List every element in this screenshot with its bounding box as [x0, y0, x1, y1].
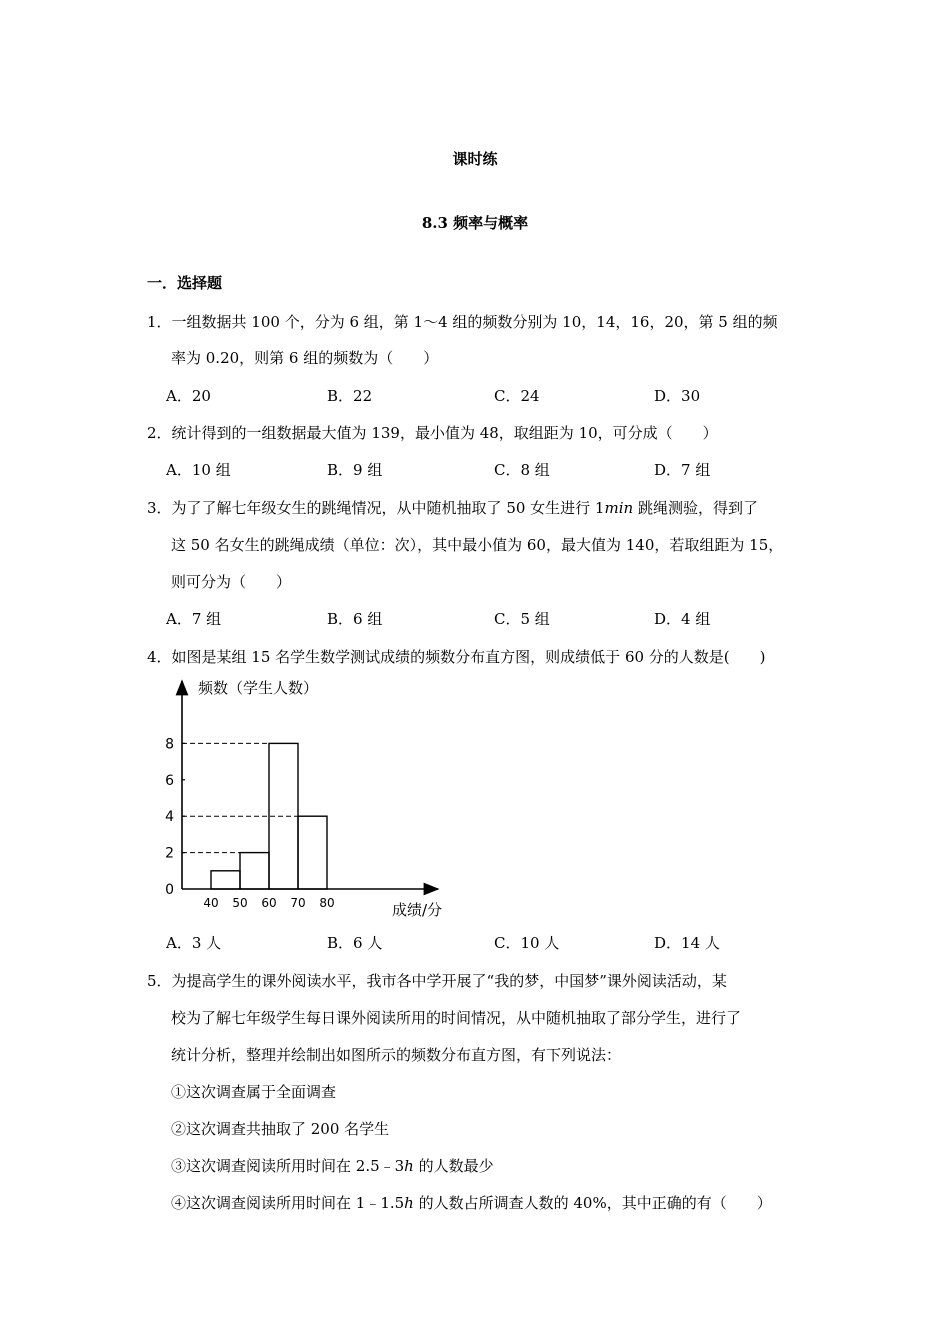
histogram-bar: [211, 871, 240, 889]
q3-line2: 这 50 名女生的跳绳成绩（单位：次），其中最小值为 60，最大值为 140，若取组距为 15，: [171, 536, 784, 554]
q3-option-a: A．7 组: [166, 610, 222, 628]
q3-unit: min: [604, 499, 634, 517]
y-tick-label: 4: [165, 809, 174, 826]
q2-option-d: D．7 组: [654, 461, 711, 479]
q3-line1: [147, 497, 758, 518]
q1-line2: 率为 0.20，则第 6 组的频数为（ ）: [171, 349, 439, 367]
y-tick-label: 2: [165, 845, 174, 862]
q3-option-b: B．6 组: [327, 610, 383, 628]
q5-s3-unit: h: [404, 1157, 414, 1175]
q1-option-d: D．30: [654, 387, 701, 405]
x-tick-label: 70: [290, 896, 306, 910]
q5-s4-a: ④这次调查阅读所用时间在 1﹣1.5: [171, 1194, 405, 1212]
y-axis-label: 频数（学生人数）: [198, 679, 319, 697]
q2-option-c: C．8 组: [494, 461, 550, 479]
section-heading: 一．选择题: [147, 274, 223, 292]
histogram-bar: [240, 853, 269, 889]
y-tick-label: 0: [165, 882, 174, 898]
q4-option-d: D．14 人: [654, 934, 720, 952]
q2-option-b: B．9 组: [327, 461, 383, 479]
q1-line1: 1．一组数据共 100 个，分为 6 组，第 1～4 组的频数分别为 10，14，16，20，第 5 组的频: [147, 313, 778, 331]
y-tick-label: 6: [165, 772, 174, 789]
q2-option-a: A．10 组: [166, 461, 231, 479]
histogram-chart: [160, 675, 460, 925]
histogram-bar: [298, 816, 327, 889]
q3-option-c: C．5 组: [494, 610, 550, 628]
q4-option-b: B．6 人: [327, 934, 383, 952]
q5-statement-2: ②这次调查共抽取了 200 名学生: [171, 1120, 390, 1138]
q5-line1: 5．为提高学生的课外阅读水平，我市各中学开展了“我的梦，中国梦”课外阅读活动，某: [147, 972, 727, 990]
q3-line1-a: 3．为了了解七年级女生的跳绳情况，从中随机抽取了 50 女生进行 1: [147, 499, 605, 517]
q5-s3-a: ③这次调查阅读所用时间在 2.5﹣3: [171, 1157, 405, 1175]
x-tick-label: 60: [261, 896, 277, 910]
x-tick-label: 40: [203, 896, 219, 910]
y-tick-label: 8: [165, 736, 174, 753]
x-tick-label: 80: [319, 896, 335, 910]
x-axis-label: 成绩/分: [392, 901, 443, 919]
doc-title: 课时练: [452, 150, 498, 168]
q5-statement-3: [171, 1155, 494, 1176]
q5-s3-b: 的人数最少: [413, 1157, 494, 1175]
q5-line2: 校为了解七年级学生每日课外阅读所用的时间情况，从中随机抽取了部分学生，进行了: [171, 1009, 742, 1027]
q1-option-a: A．20: [166, 387, 211, 405]
q3-line3: 则可分为（ ）: [171, 573, 292, 591]
q1-option-c: C．24: [494, 387, 540, 405]
q4-option-a: A．3 人: [166, 934, 222, 952]
q5-statement-4: [171, 1192, 772, 1213]
q1-option-b: B．22: [327, 387, 373, 405]
q3-option-d: D．4 组: [654, 610, 711, 628]
q5-statement-1: ①这次调查属于全面调查: [171, 1083, 337, 1101]
q3-line1-b: 跳绳测验，得到了: [633, 499, 758, 517]
q4-line1: 4．如图是某组 15 名学生数学测试成绩的频数分布直方图，则成绩低于 60 分的人数是( ): [147, 648, 766, 666]
q5-line3: 统计分析，整理并绘制出如图所示的频数分布直方图，有下列说法：: [171, 1046, 622, 1064]
q5-s4-b: 的人数占所调查人数的 40%，其中正确的有（ ）: [413, 1194, 772, 1212]
x-tick-label: 50: [232, 896, 248, 910]
q5-s4-unit: h: [404, 1194, 414, 1212]
doc-subtitle: 8.3 频率与概率: [421, 214, 529, 232]
q2-line1: 2．统计得到的一组数据最大值为 139，最小值为 48，取组距为 10，可分成（ ）: [147, 424, 718, 442]
q4-option-c: C．10 人: [494, 934, 560, 952]
